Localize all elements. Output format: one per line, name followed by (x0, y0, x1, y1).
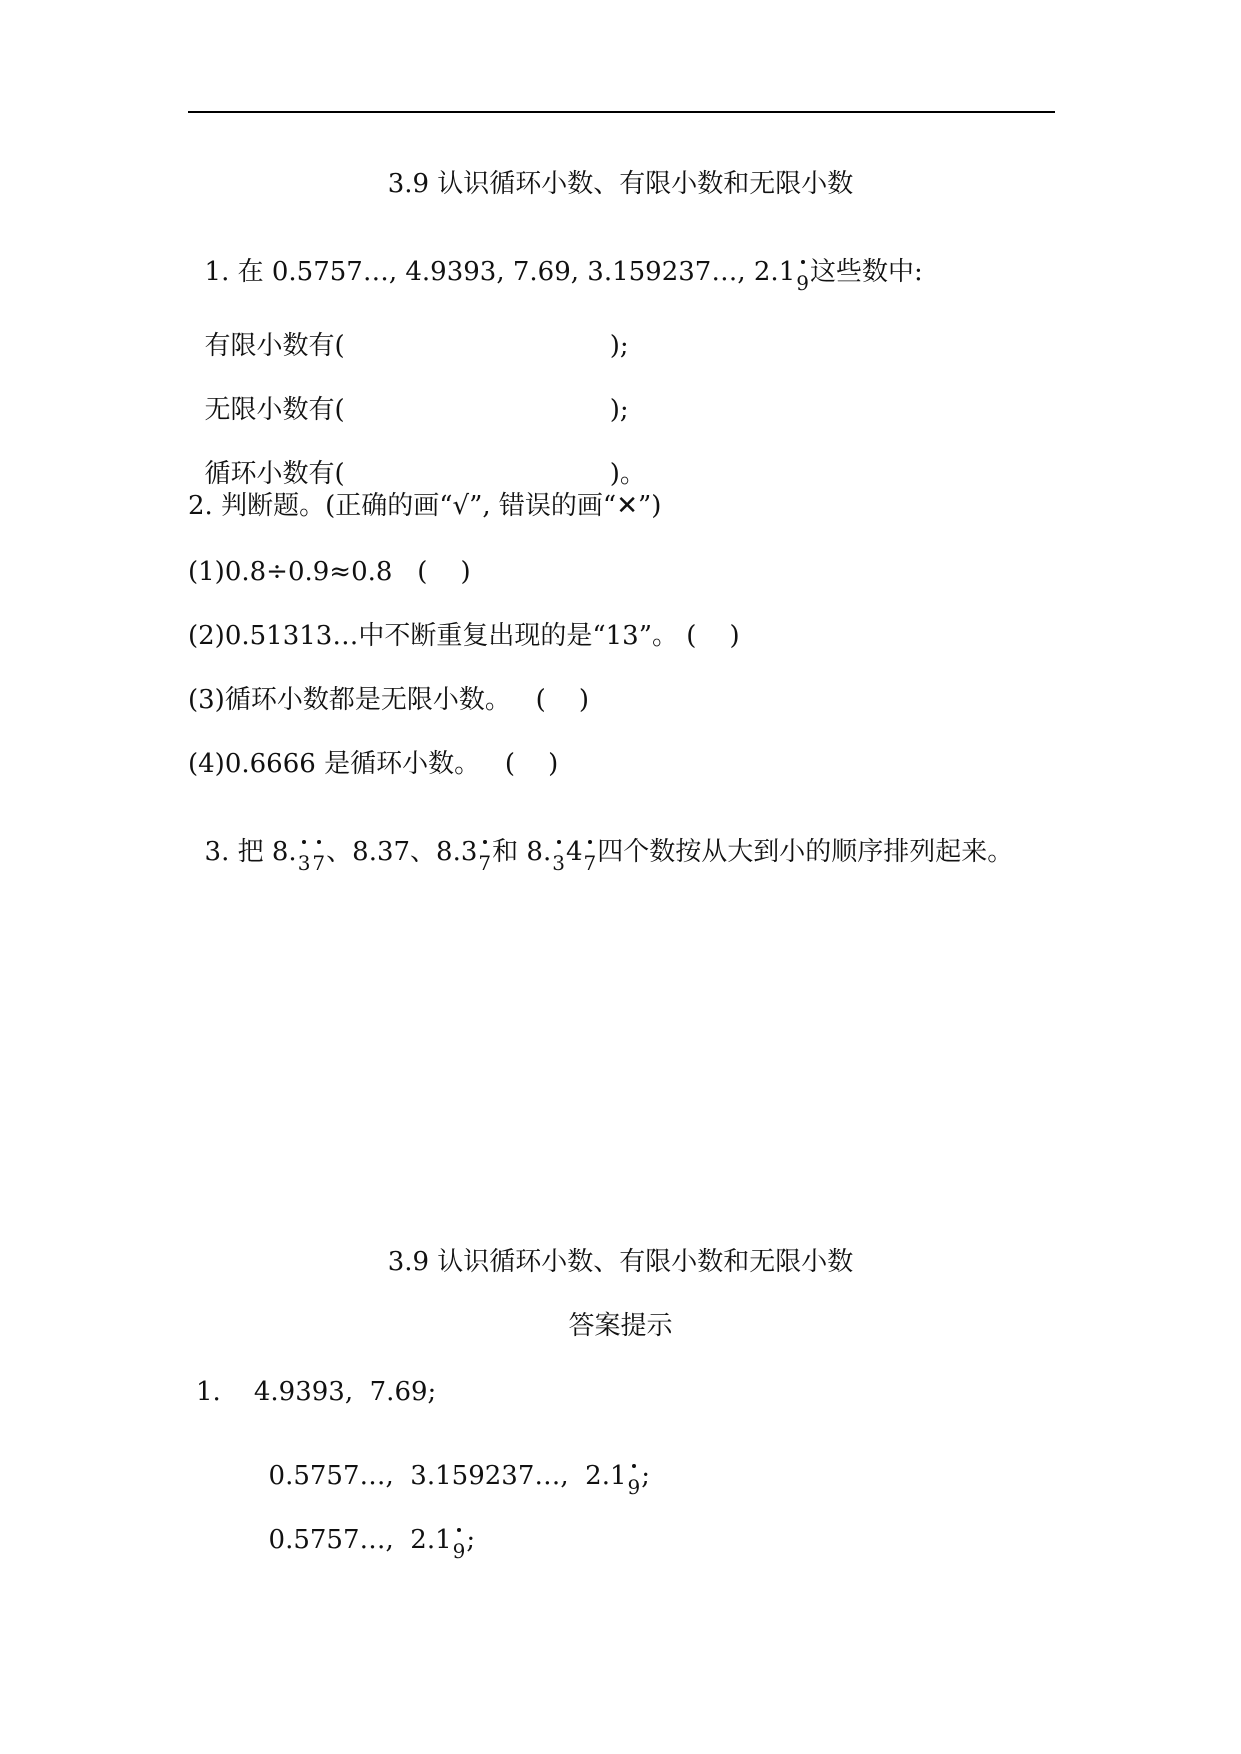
q3-text-3: 和 8. (492, 837, 552, 867)
q3-text-1: 3. 把 8. (204, 837, 297, 867)
answer-1-line-2 (252, 1428, 651, 1499)
repeating-digit: 3 (552, 847, 565, 879)
q1-suffix: 这些数中: (809, 257, 923, 287)
recurring-decimals-line (188, 426, 646, 490)
repeating-digit: 3 (298, 847, 311, 879)
infinite-end: ); (609, 395, 629, 425)
question-2-item-4: (4)0.6666 是循环小数。 ( ) (188, 749, 559, 779)
question-1 (188, 224, 923, 295)
finite-decimals-line (188, 298, 629, 362)
recurring-end: )。 (609, 459, 646, 489)
q3-text-2: 、8.37、8.3 (326, 837, 478, 867)
a1-line2-end: ; (641, 1461, 651, 1491)
infinite-decimals-line (188, 362, 629, 426)
finite-end: ); (609, 331, 629, 361)
a1-line2-text: 0.5757…, 3.159237…, 2.1 (268, 1461, 627, 1491)
exercise-title: 3.9 认识循环小数、有限小数和无限小数 (387, 169, 854, 199)
answers-title: 3.9 认识循环小数、有限小数和无限小数 (387, 1247, 854, 1277)
answer-1-line-3 (252, 1492, 476, 1563)
repeating-digit: 7 (478, 847, 491, 879)
repeating-digit: 9 (796, 267, 809, 299)
answers-subtitle: 答案提示 (568, 1311, 673, 1341)
question-2-item-2: (2)0.51313…中不断重复出现的是“13”。 ( ) (188, 621, 740, 651)
question-2-heading: 2. 判断题。(正确的画“√”, 错误的画“✕”) (188, 491, 662, 521)
header-rule (188, 111, 1055, 113)
answer-1-line-1: 1. 4.9393, 7.69; (196, 1377, 437, 1407)
question-2-item-3: (3)循环小数都是无限小数。 ( ) (188, 685, 589, 715)
question-2-item-1: (1)0.8÷0.9≈0.8 ( ) (188, 557, 471, 587)
repeating-digit: 7 (584, 847, 597, 879)
infinite-label: 无限小数有( (204, 395, 345, 425)
q3-text-5: 四个数按从大到小的顺序排列起来。 (597, 837, 1014, 867)
finite-label: 有限小数有( (204, 331, 345, 361)
repeating-digit: 9 (453, 1535, 466, 1567)
repeating-digit: 9 (628, 1471, 641, 1503)
question-3 (188, 804, 1014, 875)
q1-prefix: 1. 在 0.5757…, 4.9393, 7.69, 3.159237…, 2.1 (204, 257, 796, 287)
repeating-digit: 7 (312, 847, 325, 879)
a1-line3-end: ; (466, 1525, 476, 1555)
q3-text-4: 4 (565, 837, 583, 867)
recurring-label: 循环小数有( (204, 459, 345, 489)
a1-line3-text: 0.5757…, 2.1 (268, 1525, 452, 1555)
